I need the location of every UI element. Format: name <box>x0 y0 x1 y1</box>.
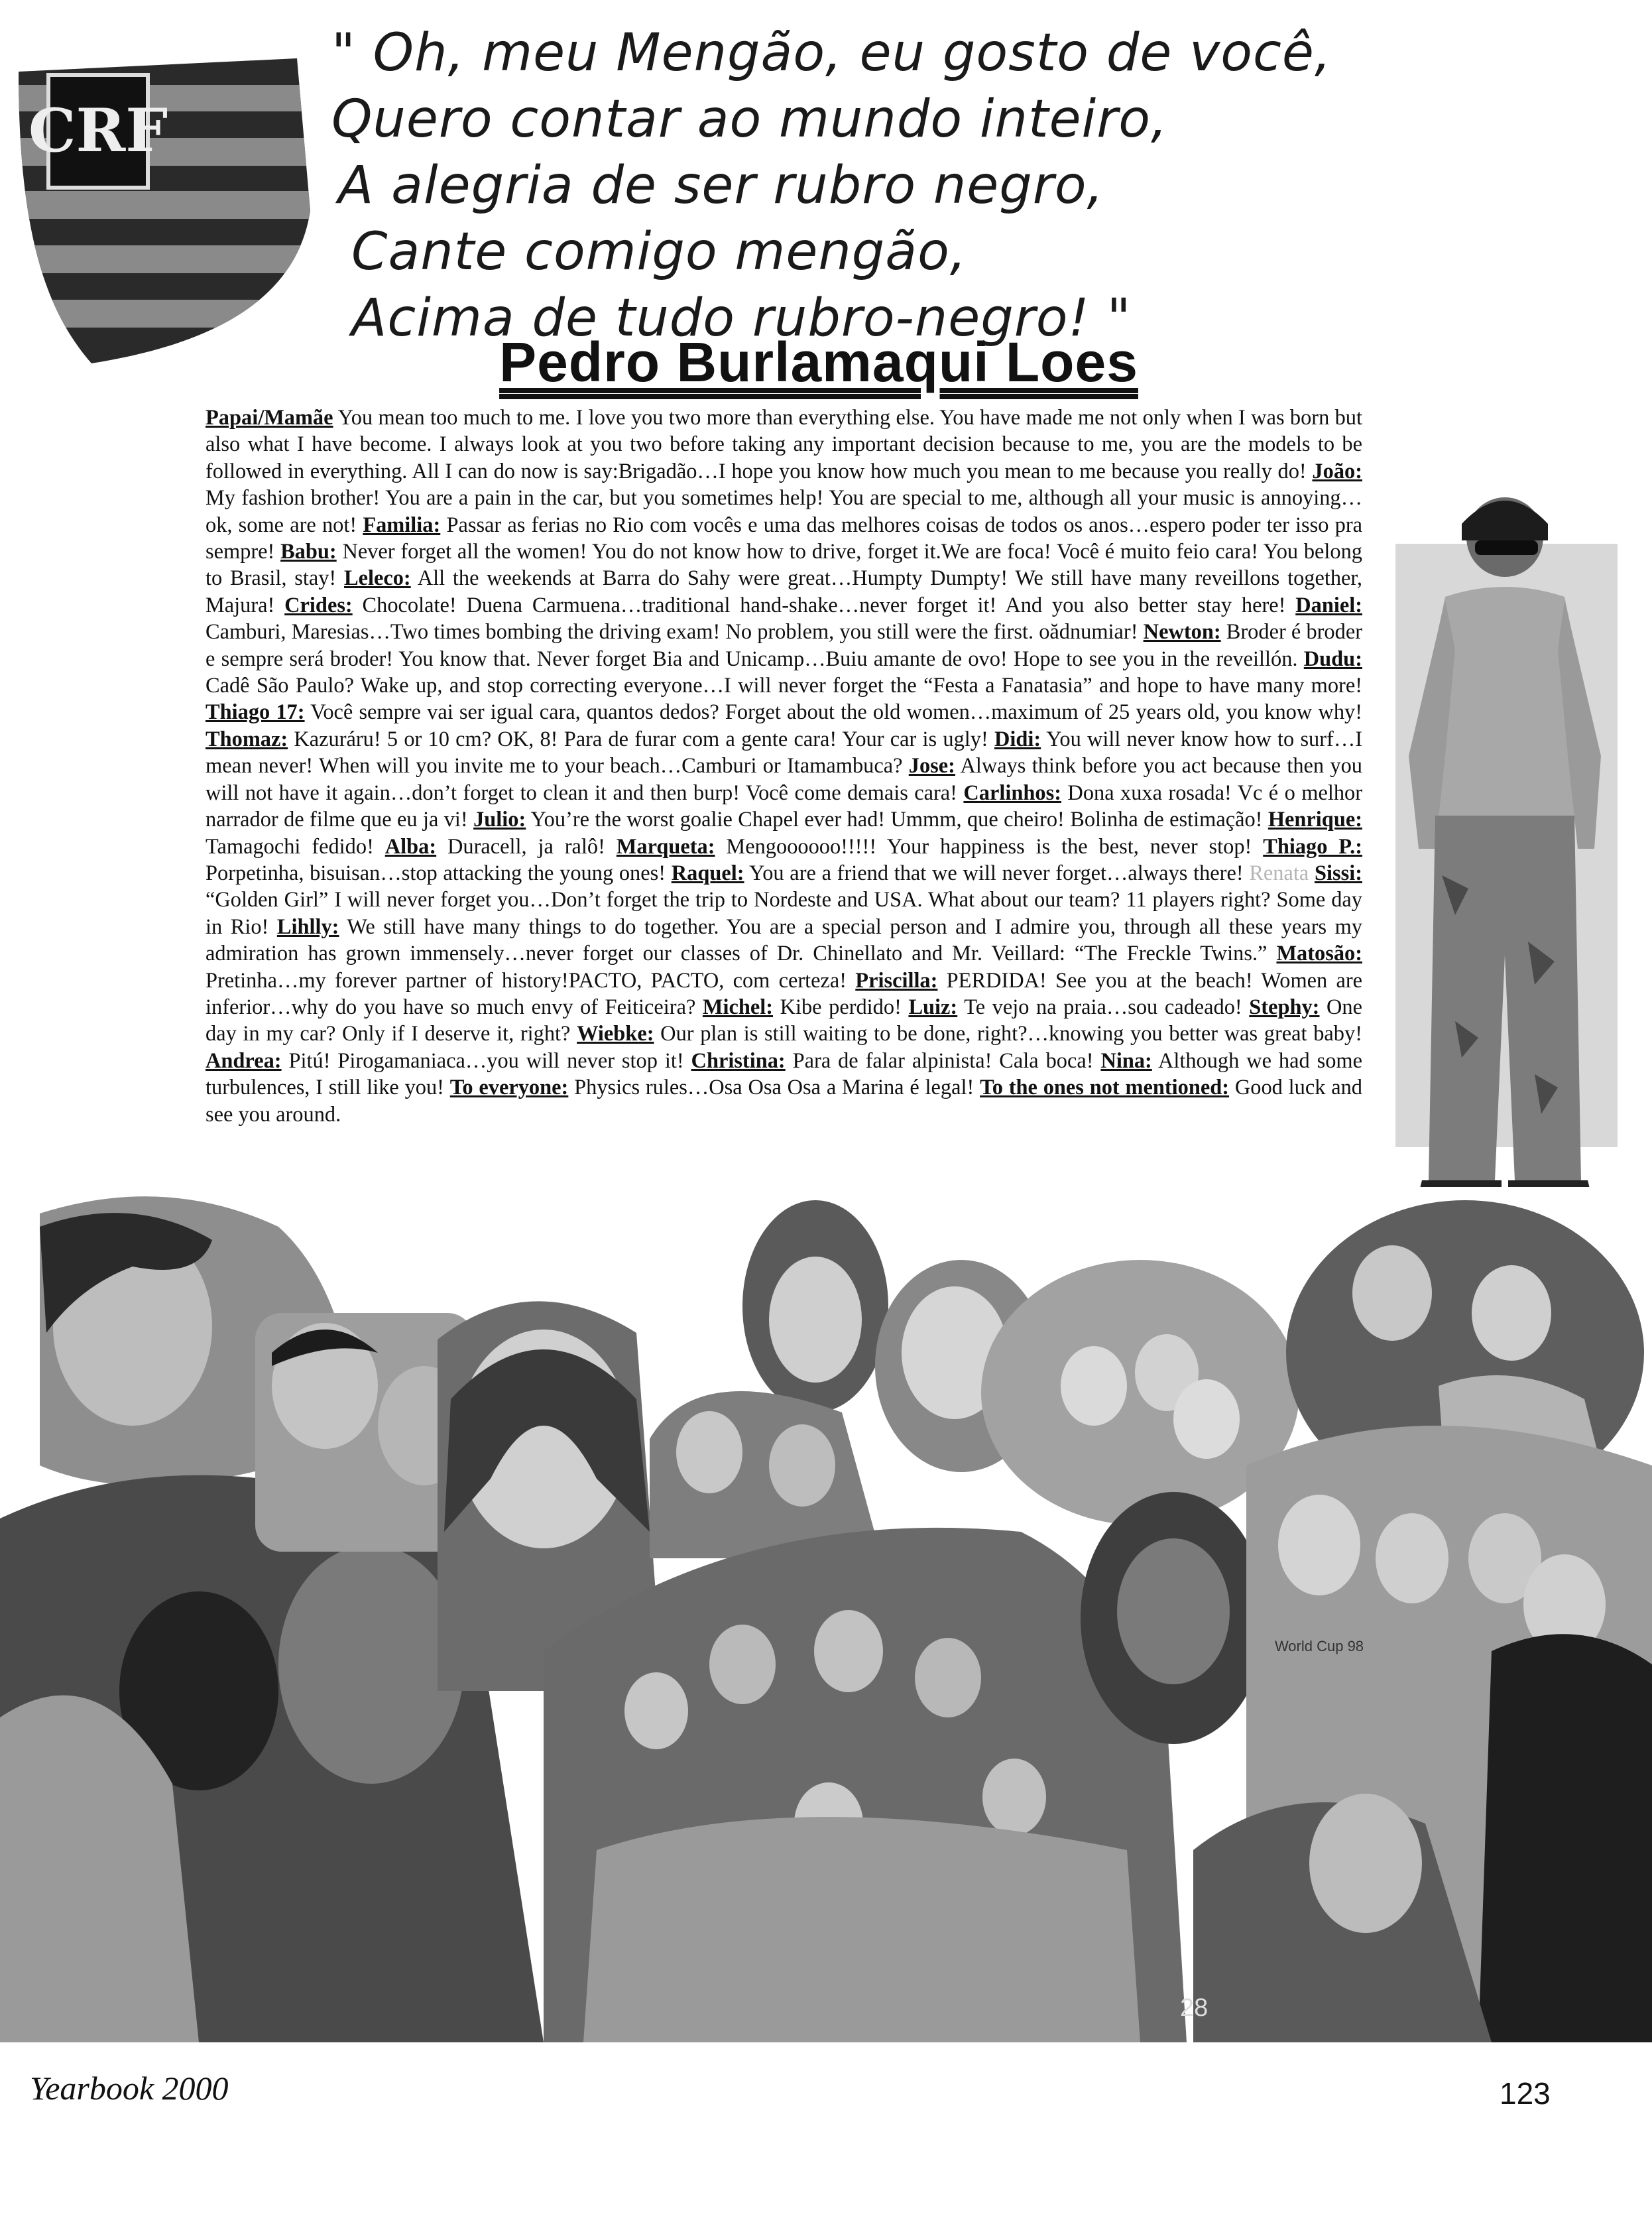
dedication-recipient: Alba: <box>384 834 437 859</box>
dedication-recipient: Jose: <box>908 754 955 778</box>
photo-collage <box>0 1187 1652 2049</box>
dedication-message: Our plan is still waiting to be done, right?…knowing you better was great baby! <box>654 1022 1362 1046</box>
dedication-recipient: Didi: <box>994 727 1041 751</box>
dedication-message: You will never know how to surf…I mean never! When will you invite me to your beach…Camburi or Itamambuca? <box>206 727 1363 778</box>
handwritten-quote <box>331 20 1332 351</box>
dedication-message: Chocolate! Duena Carmuena…traditional hand-shake…never forget it! And you also better stay here! <box>352 593 1296 617</box>
page-number: 123 <box>1500 2076 1551 2111</box>
dedication-message: You mean too much to me. I love you two more than everything else. You have made me not only when I was born but also what I have become. I always look at you two before taking any important decision because to me, you are the models to be followed in everything. All I can do now is say:Brigadão…I hope you know how much you mean to me because you really do! <box>206 406 1362 483</box>
dedication-message: Good luck and see you around. <box>206 1076 1362 1127</box>
dedication-message: You’re the worst goalie Chapel ever had! Ummm, que cheiro! Bolinha de estimação! <box>526 808 1268 832</box>
dedication-recipient: Henrique: <box>1268 808 1362 832</box>
collage-jersey-number: 28 <box>1180 1994 1209 2022</box>
dedication-message: Te vejo na praia…sou cadeado! <box>957 995 1250 1019</box>
dedications-text <box>206 404 1362 1128</box>
dedication-message: Kazuráru! 5 or 10 cm? OK, 8! Para de furar com a gente cara! Your car is ugly! <box>288 727 994 751</box>
dedication-recipient: Dudu: <box>1303 647 1362 671</box>
dedication-recipient: Crides: <box>284 593 353 617</box>
yearbook-label: Yearbook 2000 <box>30 2070 229 2107</box>
dedication-message: Broder é broder e sempre será broder! You know that. Never forget Bia and Unicamp…Buiu amante de ovo! Hope to see you in the reveillón. <box>206 620 1362 671</box>
dedication-recipient: Carlinhos: <box>963 780 1061 805</box>
dedication-message: Pretinha…my forever partner of history!PACTO, PACTO, com certeza! <box>206 968 856 993</box>
standing-portrait-photo <box>1382 477 1627 1213</box>
dedication-recipient: Sissi: <box>1314 861 1362 885</box>
dedication-message: Mengoooooo!!!!! Your happiness is the best, never stop! <box>715 834 1264 859</box>
dedication-recipient: Christina: <box>691 1048 786 1073</box>
dedication-message: One day in my car? Only if I deserve it, right? <box>206 995 1362 1046</box>
dedication-recipient: To the ones not mentioned: <box>980 1076 1230 1100</box>
dedication-recipient: Familia: <box>363 513 441 537</box>
dedication-message: Always think before you act because then you will not have it again…don’t forget to clean it and then burp! Você come demais cara! <box>206 754 1362 805</box>
quote-line: Acima de tudo rubro-negro! " <box>351 288 1132 348</box>
dedication-recipient: Lihlly: <box>276 914 339 939</box>
dedication-recipient: Daniel: <box>1295 593 1362 617</box>
dedication-message: You are a friend that we will never forget…always there! <box>744 861 1250 885</box>
dedication-recipient: Newton: <box>1143 620 1221 645</box>
quote-line: " Oh, meu Mengão, eu gosto de você, <box>331 23 1332 83</box>
dedication-message: “Golden Girl” I will never forget you…Don’t forget the trip to Nordeste and USA. What about our team? 11 players right? Some day in Rio! <box>206 888 1362 939</box>
dedication-recipient: Thomaz: <box>206 727 288 751</box>
dedication-message: Never forget all the women! You do not know how to drive, forget it.We are foca! Você é muito feio cara! You belong to Brasil, stay! <box>206 540 1362 591</box>
dedication-recipient: Michel: <box>702 995 774 1019</box>
dedication-message: My fashion brother! You are a pain in the car, but you sometimes help! You are special to me, although all your music is annoying…ok, some are not! <box>206 486 1362 537</box>
dedication-message: Kibe perdido! <box>773 995 909 1019</box>
dedication-message: Physics rules…Osa Osa Osa a Marina é legal! <box>568 1076 980 1100</box>
quote-line: Cante comigo mengão, <box>351 222 967 282</box>
dedication-recipient: João: <box>1312 459 1362 483</box>
dedication-recipient: Marqueta: <box>616 834 715 859</box>
dedication-recipient: Julio: <box>473 808 526 832</box>
dedication-recipient: Thiago P.: <box>1263 834 1363 859</box>
dedication-message: We still have many things to do together. You are a special person and I admire you, through all these years my admiration has grown immensely…never forget our classes of Dr. Chinellato and Mr. Veillard: “The Freckle Twins.” <box>206 914 1363 966</box>
dedication-message: All the weekends at Barra do Sahy were great…Humpty Dumpty! We still have many reveillons together, Majura! <box>206 566 1362 617</box>
dedication-message: Cadê São Paulo? Wake up, and stop correcting everyone…I will never forget the “Festa a Fanatasia” and hope to have many more! <box>206 674 1362 698</box>
dedication-recipient: Wiebke: <box>577 1022 654 1046</box>
dedication-message: Renata <box>1249 861 1315 885</box>
collage-shirt-text: World Cup 98 <box>1274 1638 1364 1654</box>
student-name: Pedro Burlamaqui Loes <box>499 331 1138 393</box>
dedication-message: Pitú! Pirogamaniaca…you will never stop it! <box>281 1048 691 1073</box>
quote-line: A alegria de ser rubro negro, <box>338 156 1104 216</box>
dedication-message: PERDIDA! See you at the beach! Women are inferior…why do you have so much envy of Feiticeira? <box>206 968 1363 1019</box>
dedication-recipient: To everyone: <box>449 1076 569 1100</box>
dedication-recipient: Andrea: <box>206 1048 282 1073</box>
dedication-recipient: Raquel: <box>671 861 744 885</box>
dedication-recipient: Luiz: <box>908 995 958 1019</box>
dedication-recipient: Papai/Mamãe <box>206 406 333 430</box>
crest-monogram: CRF <box>28 95 168 166</box>
dedication-message: Passar as ferias no Rio com vocês e uma das melhores coisas de todos os anos…espero poder ter isso pra sempre! <box>206 513 1363 564</box>
dedication-message: Camburi, Maresias…Two times bombing the driving exam! No problem, you still were the first. oădnumiar! <box>206 620 1144 645</box>
dedication-recipient: Nina: <box>1100 1048 1152 1073</box>
dedication-recipient: Priscilla: <box>855 968 938 993</box>
dedication-message: Although we had some turbulences, I still like you! <box>206 1048 1362 1100</box>
dedication-message: Dona xuxa rosada! Vc é o melhor narrador de filme que eu ja vi! <box>206 780 1362 832</box>
dedication-recipient: Babu: <box>280 540 337 564</box>
dedication-recipient: Matosão: <box>1276 942 1362 966</box>
dedication-recipient: Leleco: <box>344 566 411 591</box>
dedication-message: Para de falar alpinista! Cala boca! <box>785 1048 1101 1073</box>
dedication-message: Tamagochi fedido! <box>206 834 385 859</box>
dedication-message: Porpetinha, bisuisan…stop attacking the young ones! <box>206 861 672 885</box>
flamengo-crest-logo <box>19 58 310 363</box>
quote-line: Quero contar ao mundo inteiro, <box>331 90 1168 149</box>
dedication-message: Duracell, ja ralô! <box>436 834 617 859</box>
dedication-message: Você sempre vai ser igual cara, quantos dedos? Forget about the old women…maximum of 25 years old, you know why! <box>304 700 1362 725</box>
dedication-recipient: Stephy: <box>1249 995 1320 1019</box>
dedication-recipient: Thiago 17: <box>206 700 305 725</box>
